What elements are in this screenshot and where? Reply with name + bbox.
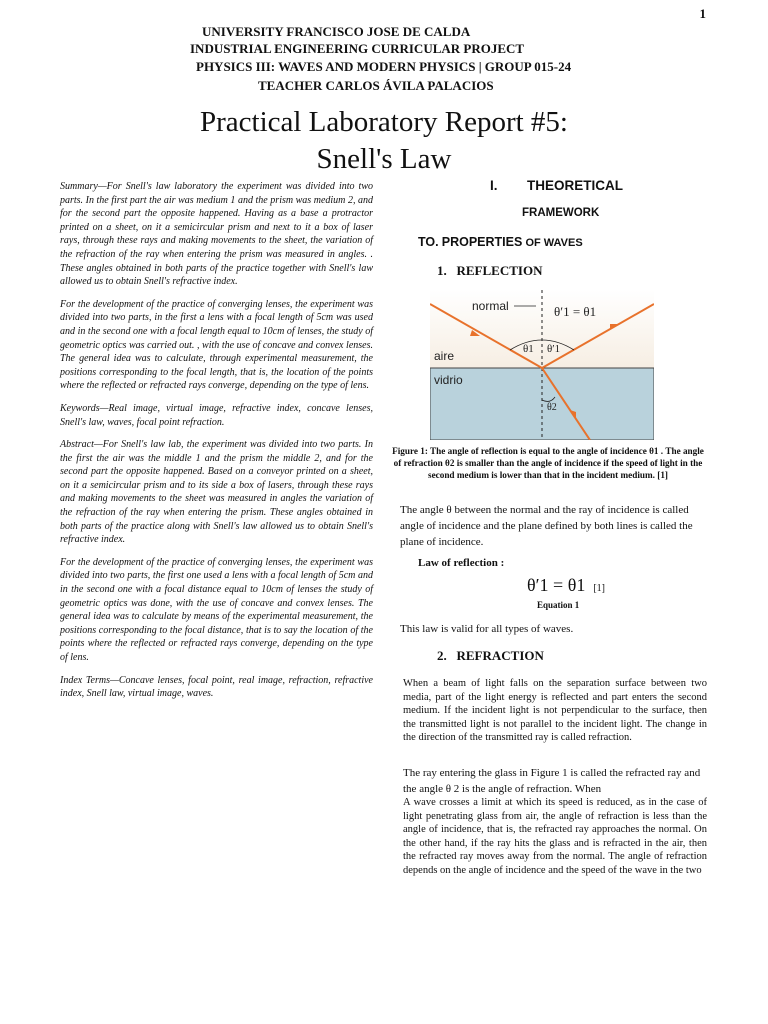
section-subtitle: FRAMEWORK	[522, 207, 600, 219]
item-reflection-heading: 1. REFLECTION	[437, 263, 543, 278]
keywords-paragraph: Keywords—Real image, virtual image, refractive index, concave lenses, Snell's law, waves, focal point refraction.	[60, 402, 373, 428]
reflection-refraction-figure	[430, 290, 654, 440]
title-line-2: Snell's Law	[316, 143, 452, 175]
label-normal: normal	[472, 299, 509, 313]
refraction-paragraph-1: When a beam of light falls on the separation surface between two media, part of the light energy is reflected and part enters the second medium. If the incident light is not perpendicular to the surface, then the transmitted light is not parallel to the incident light. The change in the direction of the transmitted ray is called refraction.	[403, 678, 707, 743]
index-terms-paragraph: Index Terms—Concave lenses, focal point, real image, refraction, refractive index, Snell law, virtual image, waves.	[60, 674, 373, 700]
header-university: UNIVERSITY FRANCISCO JOSE DE CALDA	[202, 24, 471, 39]
equation-1	[527, 575, 605, 596]
left-column	[60, 180, 373, 710]
page-number: 1	[699, 6, 706, 21]
subsection-bold: PROPERTIES	[441, 235, 523, 249]
equation-reference: [1]	[593, 583, 606, 594]
header-course: PHYSICS III: WAVES AND MODERN PHYSICS | GROUP 015-24	[196, 59, 572, 74]
law-of-reflection-label: Law of reflection :	[418, 557, 505, 569]
section-heading	[490, 178, 623, 193]
lenses-paragraph-2: For the development of the practice of converging lenses, the experiment was divided into two parts, the first one used a lens with a focal length of 5cm and in the second one with a focal distance equal to 10cm of lenses the study of geometric optics was done, with the use of concave and convex lenses. The general idea was to calculate by means of the experimental measurement, the positions corresponding to the focal distance, that is to say the location of the points where the reflected or refracted rays converge, depending on the type of lens.	[60, 556, 373, 663]
refraction-paragraph-2a: The ray entering the glass in Figure 1 is called the refracted ray and the angle θ 2 is the angle of refraction. When	[403, 767, 701, 795]
angle-definition-paragraph: The angle θ between the normal and the ray of incidence is called angle of incidence and the plane defined by both lines is called the plane of incidence.	[400, 504, 693, 548]
label-theta2: θ2	[547, 402, 557, 413]
label-theta1: θ1	[523, 343, 534, 355]
law-valid-sentence: This law is valid for all types of waves.	[400, 623, 574, 635]
equation-text: θ′1 = θ1	[527, 575, 586, 595]
item-refraction-heading: 2. REFRACTION	[437, 648, 544, 663]
label-theta-equality: θ′1 = θ1	[554, 304, 597, 319]
refraction-paragraph-2b: A wave crosses a limit at which its speed is reduced, as in the case of light penetrating glass from air, the angle of refraction is less than the angle of incidence, that is, the refracted ray approaches the normal. On the other hand, if the ray hits the glass and is refracted in the air, then the refracted ray moves away from the normal. The angle of refraction depends on the angle of incidence and the speed of the wave in the two	[403, 797, 707, 876]
abstract-paragraph: Abstract—For Snell's law lab, the experiment was divided into two parts. In the first the air was the middle 1 and the prism the middle 2, and for the second part the opposite happened. Based on a conveyor printed on a sheet, on it a semicircular prism and to its side a box of lasers, through these rays and making movements to the sheet was measured in angles the variation of the refraction of the ray when entering the prism. These angles obtained in both parts of the practice along with Snell's law allowed us to obtain Snell's refractive index.	[60, 439, 373, 546]
subsection-prefix: TO.	[418, 235, 439, 249]
page-title	[0, 104, 768, 178]
subsection-heading	[418, 235, 583, 250]
title-line-1: Practical Laboratory Report #5:	[199, 106, 568, 138]
subsection-rest: OF WAVES	[525, 237, 583, 249]
label-aire: aire	[434, 349, 455, 363]
figure-caption: Figure 1: The angle of reflection is equal to the angle of incidence θ1 . The angle of refraction θ2 is smaller than the angle of incidence if the speed of light in the second medium is lower than that in the incident medium. [1]	[392, 446, 704, 480]
label-theta1-prime: θ′1	[547, 343, 561, 355]
label-vidrio: vidrio	[434, 373, 463, 387]
header-project: INDUSTRIAL ENGINEERING CURRICULAR PROJECT	[190, 41, 525, 56]
equation-label: Equation 1	[537, 600, 580, 610]
lenses-paragraph-1: For the development of the practice of converging lenses, the experiment was divided into two parts, in the first a lens with a focal length of 5cm was used and in the second one with a focal length equal to 10cm of lenses, the study of geometric optics was carried out. , with the use of concave and convex lenses. The general idea was to calculate, through experimental measurement, the positions corresponding to the focal length, that is, the location of the points where the reflected or refracted rays converge, depending on the type of lens.	[60, 298, 373, 392]
summary-paragraph: Summary—For Snell's law laboratory the experiment was divided into two parts. In the first part the air was medium 1 and the prism was medium 2, and for the second part the opposite happened. Having as a base a protractor printed on a sheet, on it a semicircular prism and next to it a box of laser rays, through these rays and making movements to the sheet, the variation of the refraction of the ray when entering the prism was measured in angles. . These angles obtained in both parts of the practice together with Snell's law allowed us to obtain Snell's refractive index.	[60, 181, 373, 288]
section-number: I.	[490, 178, 498, 193]
header-teacher: TEACHER CARLOS ÁVILA PALACIOS	[258, 78, 494, 93]
section-title: THEORETICAL	[527, 178, 624, 193]
